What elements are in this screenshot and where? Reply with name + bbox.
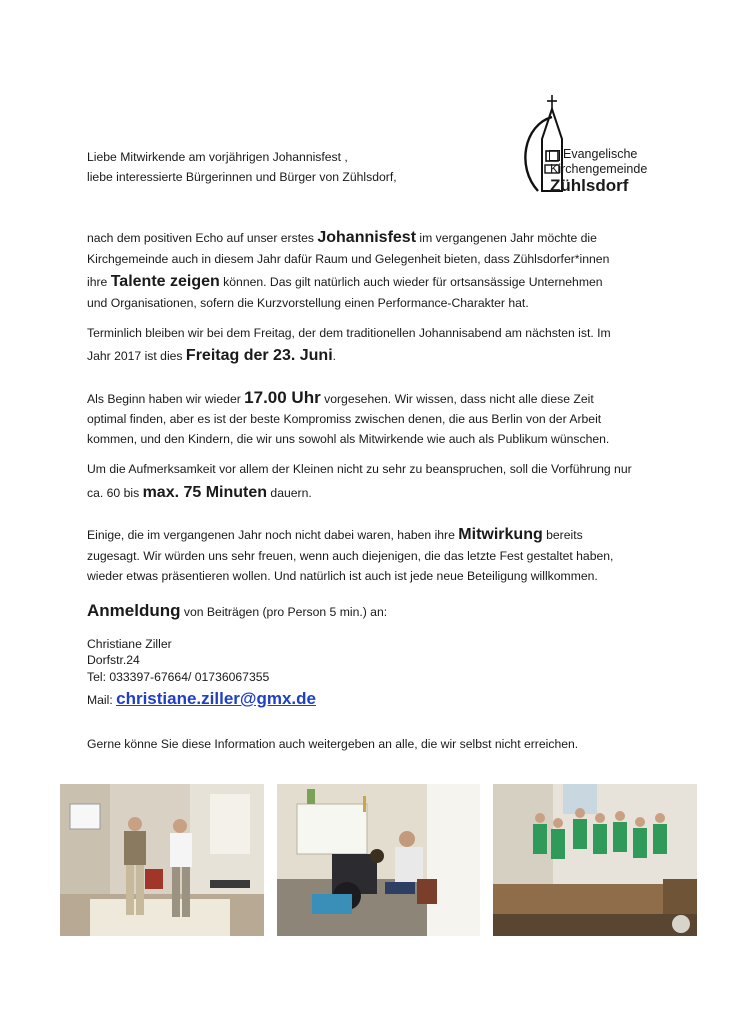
p5-l1a: Einige, die im vergangenen Jahr noch nicht dabei waren, haben ihre [87,528,459,542]
p1-l1a: nach dem positiven Echo auf unser erstes [87,231,318,245]
p1-line2: Kirchgemeinde auch in diesem Jahr dafür Raum und Gelegenheit bieten, dass Zühlsdorfer*innen [87,252,610,266]
p1-line4: und Organisationen, sofern die Kurzvorstellung einen Performance-Charakter hat. [87,296,529,310]
p4-line1: Um die Aufmerksamkeit vor allem der Kleinen nicht zu sehr zu beanspruchen, soll die Vorführung nur [87,462,632,476]
p4-line2 [87,482,312,504]
p1-johannisfest: Johannisfest [317,229,417,246]
logo-line3: Zühlsdorf [550,176,629,195]
photo-band-image [277,784,480,936]
p5-line1 [87,524,583,546]
greeting-line1: Liebe Mitwirkende am vorjährigen Johannisfest , [87,150,348,164]
p2-date: Freitag der 23. Juni [185,347,333,364]
signup-line [87,600,387,623]
p1-l1c: im vergangenen Jahr möchte die [416,231,597,245]
p5-l1c: bereits [542,528,583,542]
contact-street: Dorfstr.24 [87,653,140,667]
photo-choir [493,784,697,936]
p3-line2: optimal finden, aber es ist der beste Kompromiss zwischen denen, die aus Berlin von der Arbeit [87,412,602,426]
closing-text: Gerne könne Sie diese Information auch weitergeben an alle, die wir selbst nicht erreichen. [87,737,579,751]
signup-rest: von Beiträgen (pro Person 5 min.) an: [180,605,388,619]
contact-email-link[interactable]: christiane.ziller@gmx.de [116,689,316,708]
p3-time: 17.00 Uhr [244,388,321,407]
p3-line3: kommen, und den Kindern, die wir uns sowohl als Mitwirkende wie auch als Publikum wünschen. [87,432,610,446]
contact-mail-line [87,688,316,711]
signup-heading: Anmeldung [87,601,181,620]
p5-mitwirkung: Mitwirkung [458,526,543,543]
p4-l2a: ca. 60 bis [87,486,143,500]
photo-choir-image [493,784,697,936]
p1-l3a: ihre [87,275,111,289]
p2-line2 [87,345,336,367]
p5-line3: wieder etwas präsentieren wollen. Und natürlich ist auch ist jede neue Beteiligung willkommen. [87,569,598,583]
p2-l2c: . [332,349,337,363]
contact-tel: Tel: 033397-67664/ 01736067355 [87,670,270,684]
p2-line1: Terminlich bleiben wir bei dem Freitag, der dem traditionellen Johannisabend am nächsten ist. Im [87,326,611,340]
p1-l3c: können. Das gilt natürlich auch wieder für ortsansässige Unternehmen [219,275,603,289]
p3-l1c: vorgesehen. Wir wissen, dass nicht alle diese Zeit [320,392,594,406]
logo-line1: Evangelische [563,147,638,161]
church-logo [510,95,650,195]
contact-mail-label: Mail: [87,693,117,707]
greeting-line2: liebe interessierte Bürgerinnen und Bürger von Zühlsdorf, [87,170,397,184]
p1-talente: Talente zeigen [110,273,220,290]
logo-line2: Kirchengemeinde [550,162,648,176]
photo-speakers [60,784,264,936]
p3-line1 [87,387,594,410]
p3-l1a: Als Beginn haben wir wieder [87,392,245,406]
photo-speakers-image [60,784,264,936]
p1-line1 [87,227,597,249]
p2-l2a: Jahr 2017 ist dies [87,349,186,363]
p5-line2: zugesagt. Wir würden uns sehr freuen, wenn auch diejenigen, die das letzte Fest gestaltet haben, [87,549,614,563]
p4-duration: max. 75 Minuten [142,484,268,501]
contact-name: Christiane Ziller [87,637,172,651]
p1-line3 [87,271,603,293]
photo-band [277,784,480,936]
logo-checkbox-square [549,150,560,161]
p4-l2c: dauern. [267,486,312,500]
